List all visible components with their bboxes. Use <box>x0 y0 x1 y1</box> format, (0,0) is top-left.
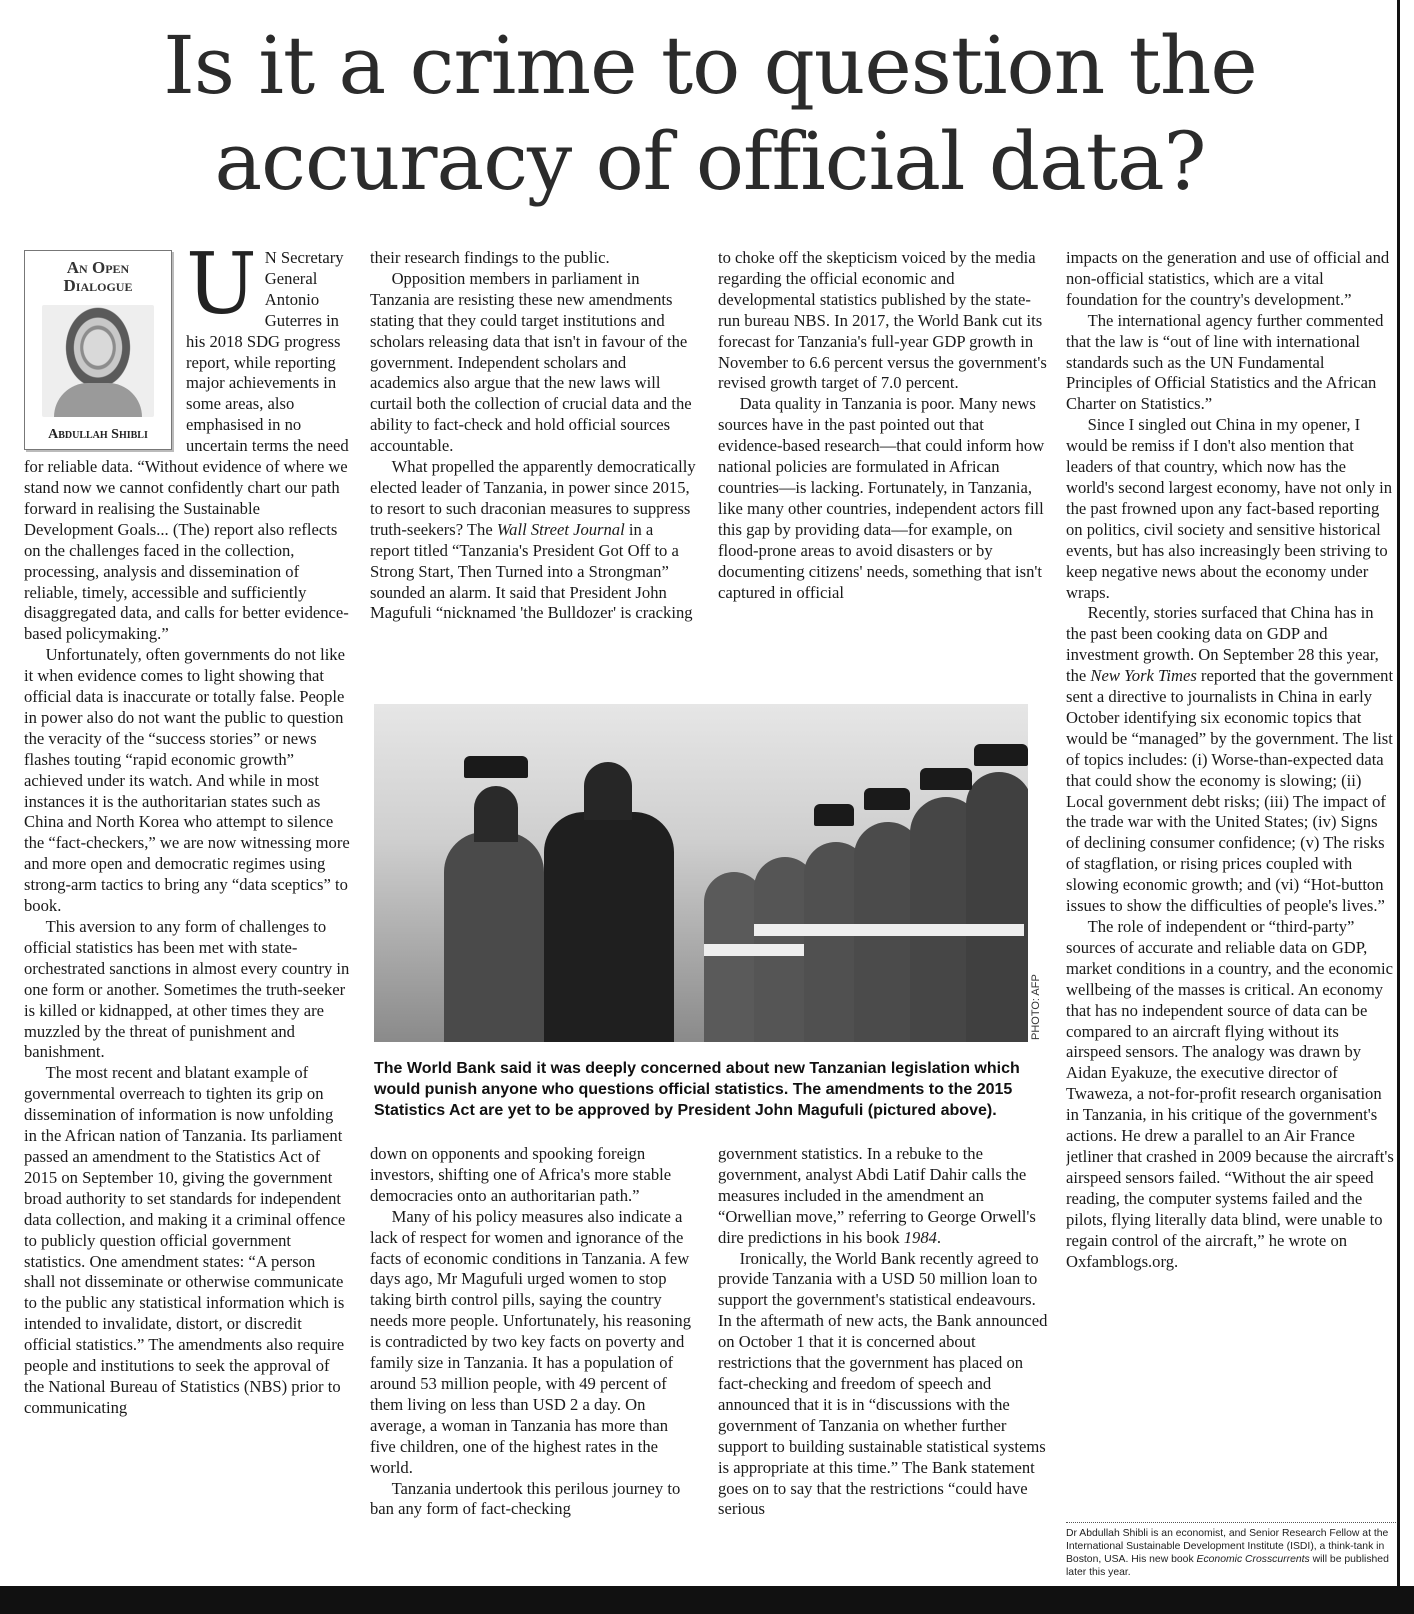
page-border-right <box>1397 0 1400 1614</box>
paragraph: The most recent and blatant example of governmental overreach to tighten its grip on dissemination of information is now unfolding in the African nation of Tanzania. Its parliament passed an amendment to the Statistics Act of 2015 on September 10, giving the government broad authority to set standards for independent data collection, and making it a criminal offence to publicly question official government statistics. One amendment states: “A person shall not disseminate or otherwise communicate to the public any statistical information which is intended to invalidate, distort, or discredit official statistics.” The amendments also require people and institutions to seek the approval of the National Bureau of Statistics (NBS) prior to communicating <box>24 1063 346 1417</box>
paragraph: N Secretary General Antonio Guterres in his 2018 SDG progress report, while reporting major achievements in some areas, also emphasised in no uncertain terms the need for reliable data. “Without evidence of where we stand now we cannot confidently chart our path forward in realising the Sustainable Development Goals... (The) report also reflects on the challenges faced in the collection, processing, analysis and dissemination of reliable, timely, accessible and sufficiently disaggregated data, and calls for better evidence-based policymaking.” <box>24 248 349 644</box>
paragraph: Many of his policy measures also indicate a lack of respect for women and ignorance of the facts of economic conditions in Tanzania. A few days ago, Mr Magufuli urged women to stop taking birth control pills, saying the country needs more people. Unfortunately, his reasoning is contradicted by two key facts on poverty and family size in Tanzania. It has a population of around 53 million people, with 49 percent of them living on less than USD 2 a day. On average, a woman in Tanzania has more than five children, one of the highest rates in the world. <box>370 1206 692 1477</box>
paragraph: The role of independent or “third-party” sources of accurate and reliable data on GDP, market conditions in a country, and the economic wellbeing of the masses is critical. An economy that has no independent source of data can be compared to an aircraft flying without its airspeed sensors. The analogy was drawn by Aidan Eyakuze, the executive director of Twaweza, a not-for-profit research organisation in Tanzania, in his critique of the government's actions. He drew a parallel to an Air France jetliner that crashed in 2009 because the aircraft's airspeed sensors failed. “Without the air speed reading, the computer systems failed and the pilots, flying literally data blind, were unable to regain control of the aircraft,” he wrote on Oxfamblogs.org. <box>1066 917 1394 1271</box>
publication-name: Wall Street Journal <box>496 519 625 539</box>
paragraph: Recently, stories surfaced that China has in the past been cooking data on GDP and investment growth. On September 28 this year, the New York Times reported that the government sent a directive to journalists in China in early October identifying six economic topics that would be “managed” by the government. The list of topics includes: (i) Worse-than-expected data that could show the economy is slowing; (ii) Local government debt risks; (iii) The impact of the trade war with the United States; (iv) Signs of declining consumer confidence; (v) The risks of stagflation, or rising prices coupled with slowing economic growth; and (vi) “Hot-button issues to show the difficulties of people's lives.” <box>1066 603 1394 916</box>
paragraph: Since I singled out China in my opener, I would be remiss if I don't also mention that leaders of that country, which now has the world's second largest economy, have not only in the past frowned upon any fact-based reporting on politics, civil society and sensitive historical events, but has also increasingly been striving to keep negative news about the economy under wraps. <box>1066 415 1393 602</box>
paragraph: This aversion to any form of challenges to official statistics has been met with state-orchestrated sanctions in almost every country in one form or another. Sometimes the truth-seeker is killed or kidnapped, at other times they are muzzled by the threat of punishment and banishment. <box>24 917 350 1062</box>
byline-kicker: An Open Dialogue <box>63 258 133 295</box>
paragraph: Ironically, the World Bank recently agreed to provide Tanzania with a USD 50 million loan to support the government's statistical endeavours. In the aftermath of new acts, the Bank announced on October 1 that it is concerned about restrictions that the government has placed on fact-checking and freedom of speech and announced that it is in “discussions with the government of Tanzania on whether further support to building sustainable statistical systems is appropriate at this time.” The Bank statement goes on to say that the restrictions “could have serious <box>718 1248 1048 1519</box>
book-title: 1984 <box>903 1227 937 1247</box>
paragraph: Unfortunately, often governments do not like it when evidence comes to light showing that official data is inaccurate or totally false. People in power also do not want the public to question the veracity of the “success stories” or news flashes touting “rapid economic growth” achieved under its watch. And while in most instances it is the authoritarian states such as China and North Korea who attempt to silence the “fact-checkers,” we are now witnessing more and more open and democratic regimes using strong-arm tactics to bring any “data sceptics” to book. <box>24 645 350 916</box>
byline-box <box>24 250 172 450</box>
author-bio: Dr Abdullah Shibli is an economist, and Senior Research Fellow at the International Sustainable Development Institute (ISDI), a think-tank in Boston, USA. His new book Economic Crosscurrents will be published later this year. <box>1066 1522 1396 1579</box>
column-3-top <box>718 248 1048 688</box>
paragraph: Data quality in Tanzania is poor. Many news sources have in the past pointed out that evidence-based research—that could inform how national policies are formulated in African countries—is lacking. Fortunately, in Tanzania, like many other countries, independent actors fill this gap by providing data—for example, on flood-prone areas to avoid disasters or by documenting citizens' needs, something that isn't captured in official <box>718 394 1045 602</box>
paragraph: government statistics. In a rebuke to the government, analyst Abdi Latif Dahir calls the measures included in the amendment an “Orwellian move,” referring to George Orwell's dire predictions in his book 1984. <box>718 1144 1036 1247</box>
column-3-bottom <box>718 1144 1048 1584</box>
paragraph: down on opponents and spooking foreign investors, shifting one of Africa's more stable democracies onto an authoritarian path.” <box>370 1144 672 1205</box>
column-1 <box>24 248 350 1582</box>
paragraph: What propelled the apparently democratically elected leader of Tanzania, in power since 2015, to resort to such draconian measures to suppress truth-seekers? The Wall Street Journal in a report titled “Tanzania's President Got Off to a Strong Start, Then Turned into a Strongman” sounded an alarm. It said that President John Magufuli “nicknamed 'the Bulldozer' is cracking <box>370 457 696 623</box>
headline: Is it a crime to question the accuracy of official data? <box>163 19 1257 208</box>
photo-caption: The World Bank said it was deeply concerned about new Tanzanian legislation which would punish anyone who questions official statistics. The amendments to the 2015 Statistics Act are yet to be approved by President John Magufuli (pictured above). <box>374 1060 1020 1119</box>
photo-credit: PHOTO: AFP <box>1030 974 1042 1040</box>
book-title: Economic Crosscurrents <box>1196 1554 1310 1565</box>
paragraph: their research findings to the public. <box>370 248 610 267</box>
drop-cap: U <box>186 248 257 333</box>
news-photo <box>374 704 1028 1042</box>
column-4 <box>1066 248 1394 1518</box>
paragraph: Tanzania undertook this perilous journey to ban any form of fact-checking <box>370 1478 681 1519</box>
paragraph: Opposition members in parliament in Tanzania are resisting these new amendments stating that they could target institutions and scholars releasing data that isn't in favour of the government. Independent scholars and academics also argue that the new laws will curtail both the collection of crucial data and the ability to fact-check and hold official sources accountable. <box>370 268 692 456</box>
paragraph: to choke off the skepticism voiced by the media regarding the official economic and developmental statistics published by the state-run bureau NBS. In 2017, the World Bank cut its forecast for Tanzania's full-year GDP growth in November to 6.6 percent versus the government's revised growth target of 7.0 percent. <box>718 248 1047 393</box>
column-2-bottom <box>370 1144 696 1584</box>
page-border-bottom <box>0 1586 1414 1614</box>
publication-name: New York Times <box>1090 666 1197 686</box>
paragraph: The international agency further commented that the law is “out of line with international standards such as the UN Fundamental Principles of Official Statistics and the African Charter on Statistics.” <box>1066 310 1384 414</box>
byline-author: Abdullah Shibli <box>48 427 148 442</box>
column-2-top <box>370 248 696 688</box>
paragraph: impacts on the generation and use of official and non-official statistics, which are a vital foundation for the country's development.” <box>1066 248 1390 309</box>
author-portrait <box>42 305 154 417</box>
